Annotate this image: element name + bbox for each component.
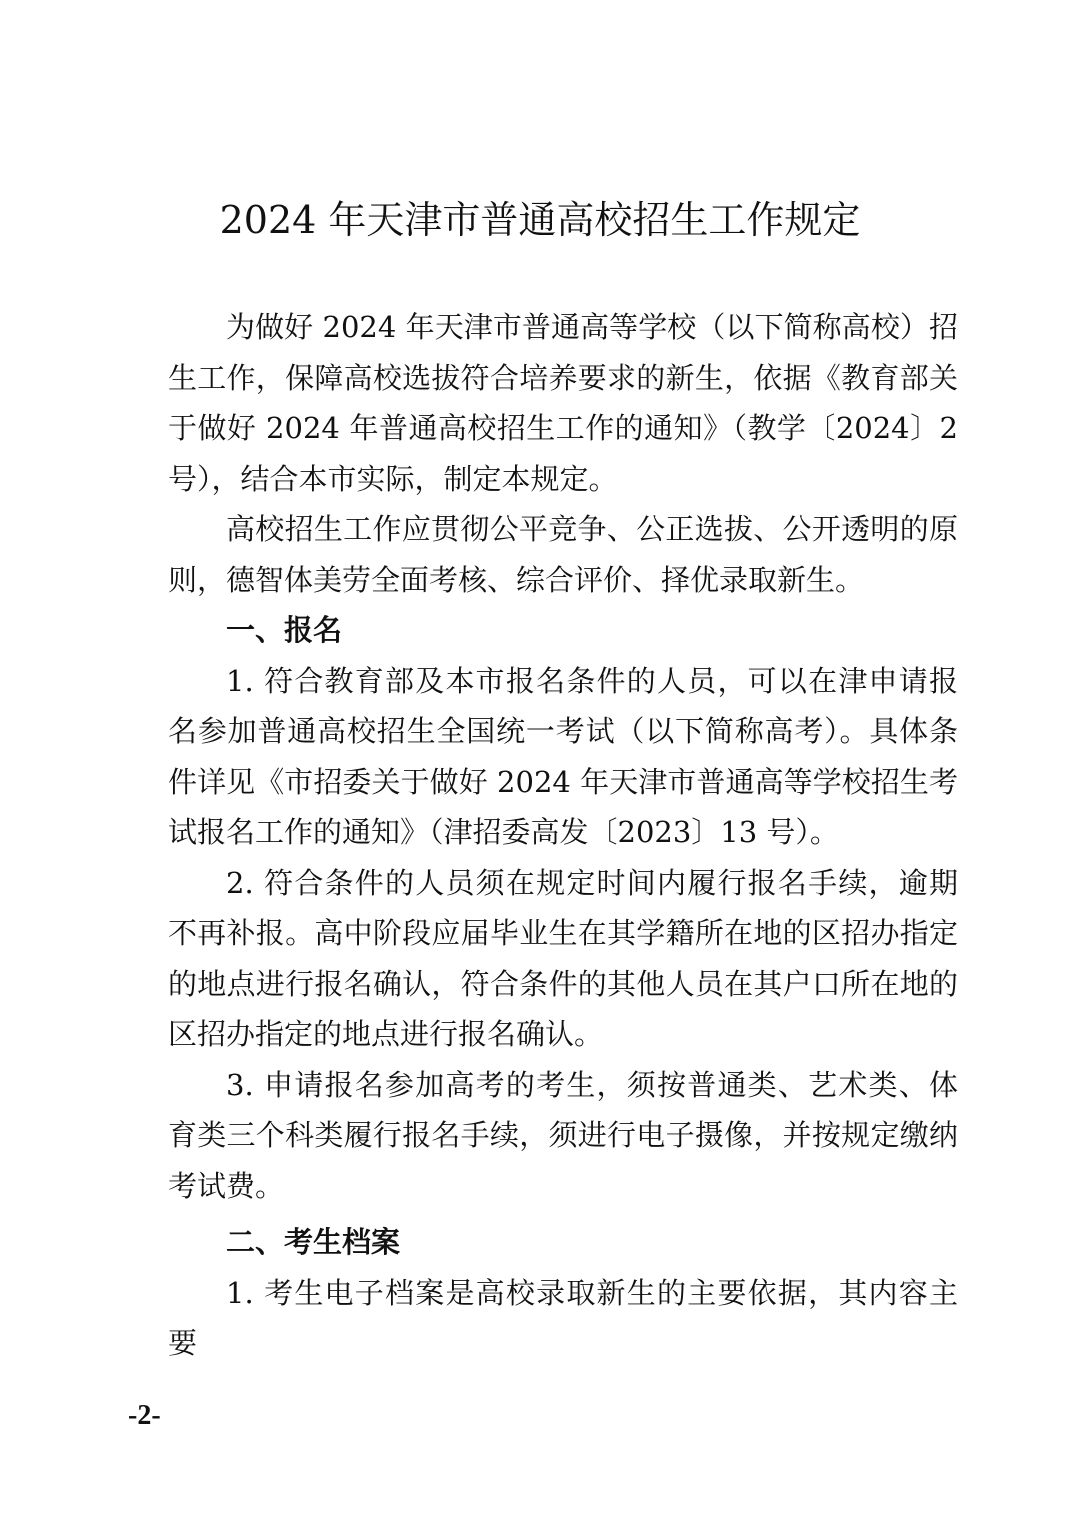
archives-item-1: 1. 考生电子档案是高校录取新生的主要依据，其内容主要 bbox=[168, 1275, 958, 1360]
intro-paragraph: 为做好 2024 年天津市普通高等学校（以下简称高校）招生工作，保障高校选拔符合培养要求的新生，依据《教育部关于做好 2024 年普通高校招生工作的通知》（教学〔2024〕2 号），结合本市实际，制定本规定。 bbox=[168, 310, 958, 496]
section-heading-archives: 二、考生档案 bbox=[226, 1225, 401, 1259]
document-title: 2024 年天津市普通高校招生工作规定 bbox=[219, 198, 861, 242]
registration-item-3: 3. 申请报名参加高考的考生，须按普通类、艺术类、体育类三个科类履行报名手续，须进行电子摄像，并按规定缴纳考试费。 bbox=[168, 1067, 958, 1203]
principle-paragraph: 高校招生工作应贯彻公平竞争、公正选拔、公开透明的原则，德智体美劳全面考核、综合评价、择优录取新生。 bbox=[168, 512, 958, 597]
registration-item-1: 1. 符合教育部及本市报名条件的人员，可以在津申请报名参加普通高校招生全国统一考试（以下简称高考）。具体条件详见《市招委关于做好 2024 年天津市普通高等学校招生考试报名工作的通知》（津招委高发〔2023〕13 号）。 bbox=[168, 663, 958, 849]
registration-item-2: 2. 符合条件的人员须在规定时间内履行报名手续，逾期不再补报。高中阶段应届毕业生在其学籍所在地的区招办指定的地点进行报名确认，符合条件的其他人员在其户口所在地的区招办指定的地点进行报名确认。 bbox=[168, 865, 958, 1051]
page-number: -2- bbox=[128, 1400, 161, 1431]
document-body bbox=[168, 302, 958, 1369]
section-heading-registration: 一、报名 bbox=[226, 613, 343, 647]
